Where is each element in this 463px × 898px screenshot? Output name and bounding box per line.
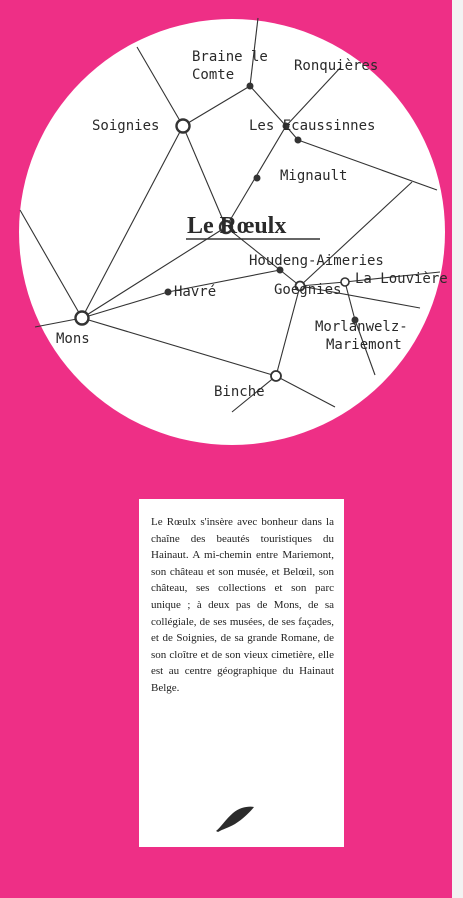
- leaf-ornament-icon: [213, 804, 257, 834]
- havre-label: Havré: [174, 284, 217, 300]
- binche-label: Binche: [214, 384, 265, 400]
- soignies-label: Soignies: [92, 118, 160, 134]
- braine-le-comte-marker: [247, 83, 254, 90]
- caption-box: [139, 499, 344, 847]
- la-louviere-label: La Louvière: [355, 271, 448, 287]
- mignault-label: Mignault: [280, 168, 348, 184]
- goegnies-label: Goegnies: [274, 282, 342, 298]
- morlanwelz-label-2: Mariemont: [326, 337, 402, 353]
- havre-marker: [165, 289, 172, 296]
- morlanwelz-label-1: Morlanwelz-: [315, 319, 408, 335]
- caption-text: Le Rœulx s'insère avec bonheur dans la chaîne des beautés touristiques du Hainaut. A mi-chemin entre Mariemont, son château et son musée, et Belœil, son château, ses collections et son parc unique ; à deux pas de Mons, de sa collégiale, de ses musées, de ses façades, et de Soignies, de sa grande Romane, de son cloître et de son vieux cimetière, elle est au centre géographique du Hainaut Belge.: [151, 516, 334, 694]
- la-louviere-marker: [341, 278, 349, 286]
- soignies-marker: [177, 120, 190, 133]
- ecaussinnes-lalaing-marker: [295, 137, 302, 144]
- braine-le-comte-label-1: Braine le: [192, 49, 268, 65]
- mons-label: Mons: [56, 331, 90, 347]
- le-roeulx-title: Le Rœulx: [187, 213, 287, 239]
- braine-le-comte-label-2: Comte: [192, 67, 235, 83]
- houdeng-label: Houdeng-Aimeries: [249, 253, 384, 269]
- binche-marker: [271, 371, 281, 381]
- ecaussinnes-label: Les Ecaussinnes: [249, 118, 376, 134]
- mons-marker: [76, 312, 89, 325]
- mignault-marker: [254, 175, 261, 182]
- ronquieres-label: Ronquières: [294, 58, 379, 74]
